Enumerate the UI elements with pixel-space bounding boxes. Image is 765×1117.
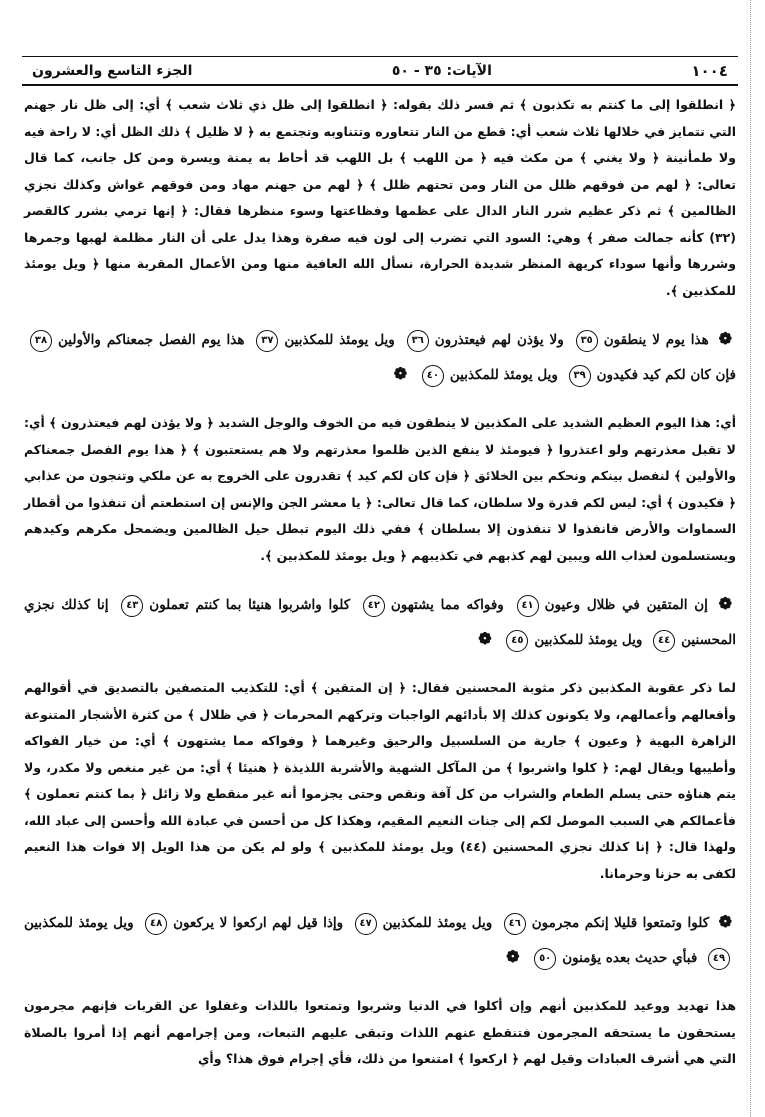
verse-text: هذا يوم الفصل جمعناكم والأولين bbox=[58, 332, 245, 348]
verse-text: وإذا قيل لهم اركعوا لا يركعون bbox=[173, 915, 344, 931]
verse-block-1 bbox=[24, 322, 736, 392]
ornament-icon: ❁ bbox=[506, 947, 520, 966]
page-edge bbox=[750, 0, 765, 1117]
verse-number: ٤٢ bbox=[363, 595, 385, 617]
verse-block-2 bbox=[24, 587, 736, 657]
verse-number: ٤٣ bbox=[121, 595, 143, 617]
verse-number: ٤٨ bbox=[145, 913, 167, 935]
part-title: الجزء التاسع والعشرون bbox=[32, 62, 193, 79]
verse-number: ٣٧ bbox=[256, 330, 278, 352]
verse-number: ٣٩ bbox=[569, 365, 591, 387]
verse-text: ويل يومئذ للمكذبين bbox=[284, 332, 395, 348]
verse-text: كلوا واشربوا هنيئا بما كنتم تعملون bbox=[149, 597, 351, 613]
verse-number: ٣٦ bbox=[407, 330, 429, 352]
verse-text: ويل يومئذ للمكذبين bbox=[382, 915, 493, 931]
verse-text: ويل يومئذ للمكذبين bbox=[449, 367, 558, 383]
commentary-paragraph-3: لما ذكر عقوبة المكذبين ذكر مثوبة المحسنين فقال: ﴿ إن المتقين ﴾ أي: للتكذيب المتصفين بالتصديق في أقوالهم وأفعالهم وأعمالهم، ولا يكونون كذلك إلا بأدائهم الواجبات وتركهم المحرمات ﴿ في ظلال ﴾ من كثرة الأشجار المتنوعة الزاهرة البهية ﴿ وعيون ﴾ جارية من السلسبيل والرحيق وغيرهما ﴿ وفواكه مما يشتهون ﴾ أي: من خيار الفواكه وأطيبها ويقال لهم: ﴿ كلوا واشربوا ﴾ من المآكل الشهية والأشربة اللذيذة ﴿ هنيئا ﴾ أي: من غير منغص ولا مكدر، ولا يتم هناؤه حتى يسلم الطعام والشراب من كل آفة ونقص وحتى يجزموا أنه غير منقطع ولا زائل ﴿ بما كنتم تعملون ﴾ فأعمالكم هي السبب الموصل لكم إلى جنات النعيم المقيم، وهكذا كل من أحسن في عبادة الله وأحسن إلى عباد الله، ولهذا قال: ﴿ إنا كذلك نجزي المحسنين (٤٤) ويل يومئذ للمكذبين ﴾ ولو لم يكن من هذا الويل إلا فوات هذا النعيم لكفى به حزنا وحرمانا. bbox=[24, 680, 736, 881]
verse-text: فإن كان لكم كيد فكيدون bbox=[596, 367, 736, 383]
verse-number: ٤١ bbox=[517, 595, 539, 617]
commentary-paragraph-1: ﴿ انطلقوا إلى ما كنتم به تكذبون ﴾ ثم فسر ذلك بقوله: ﴿ انطلقوا إلى ظل ذي ثلاث شعب ﴾ أي: إلى ظل نار جهنم التي تتمايز في خلالها ثلاث شعب أي: قطع من النار تتعاوره وتتناوبه وتجتمع به ﴿ لا ظليل ﴾ ذلك الظل أي: لا راحة فيه ولا طمأنينة ﴿ ولا يغني ﴾ من مكث فيه ﴿ من اللهب ﴾ بل اللهب قد أحاط به يمنة ويسرة ومن كل جانب، كما قال تعالى: ﴿ لهم من فوقهم ظلل من النار ومن تحتهم ظلل ﴾ ﴿ لهم من جهنم مهاد ومن فوقهم غواش وكذلك نجزي الظالمين ﴾ ثم ذكر عظيم شرر النار الدال على عظمها وفظاعتها وسوء منظرها فقال: ﴿ إنها ترمي بشرر كالقصر (٣٢) كأنه جمالت صفر ﴾ وهي: السود التي تضرب إلى لون فيه صفرة وهذا يدل على أن النار مظلمة لهبها وجمرها وشررها وأنها سوداء كريهة المنظر شديدة الحرارة، نسأل الله العافية منها ومن الأعمال المقربة منها ﴿ ويل يومئذ للمكذبين ﴾. bbox=[24, 97, 736, 298]
ornament-icon: ❁ bbox=[393, 364, 408, 383]
verse-text: إنا كذلك نجزي المحسنين bbox=[24, 597, 736, 648]
verse-number: ٤٦ bbox=[504, 913, 526, 935]
verse-block-3 bbox=[24, 905, 736, 975]
verse-text: كلوا وتمتعوا قليلا إنكم مجرمون bbox=[531, 915, 710, 931]
verse-text: إن المتقين في ظلال وعيون bbox=[544, 597, 708, 613]
verse-text: وفواكه مما يشتهون bbox=[390, 597, 504, 613]
verse-number: ٤٤ bbox=[653, 630, 675, 652]
verse-number: ٤٩ bbox=[708, 948, 730, 970]
commentary-paragraph-4: هذا تهديد ووعيد للمكذبين أنهم وإن أكلوا في الدنيا وشربوا وتمتعوا باللذات وغفلوا عن القربات فإنهم مجرمون يستحقون ما يستحقه المجرمون فتنقطع عنهم اللذات وتبقى عليهم التبعات، ومن إجرامهم أنهم إذا أمروا بالصلاة التي هي أشرف العبادات وقيل لهم ﴿ اركعوا ﴾ امتنعوا من ذلك، فأي إجرام فوق هذا؟ وأي bbox=[24, 998, 736, 1066]
verse-text: فبأي حديث بعده يؤمنون bbox=[562, 950, 698, 966]
commentary-paragraph-2: أي: هذا اليوم العظيم الشديد على المكذبين لا ينطقون فيه من الخوف والوجل الشديد ﴿ ولا يؤذن لهم فيعتذرون ﴾ أي: لا تقبل معذرتهم ولو اعتذروا ﴿ فيومئذ لا ينفع الذين ظلموا معذرتهم ولا هم يستعتبون ﴾ ﴿ هذا يوم الفصل جمعناكم والأولين ﴾ لنفصل بينكم ونحكم بين الخلائق ﴿ فإن كان لكم كيد ﴾ تقدرون على الخروج به عن ملكي وتنجون من عذابي ﴿ فكيدون ﴾ أي: ليس لكم قدرة ولا سلطان، كما قال تعالى: ﴿ يا معشر الجن والإنس إن استطعتم أن تنفذوا من أقطار السماوات والأرض فانفذوا لا تنفذون إلا بسلطان ﴾ ففي ذلك اليوم تبطل حيل الظالمين ويضمحل مكرهم وكيدهم ويستسلمون لعذاب الله ويبين لهم كذبهم في تكذيبهم ﴿ ويل يومئذ للمكذبين ﴾. bbox=[24, 415, 736, 563]
verse-number: ٤٥ bbox=[506, 630, 528, 652]
ornament-icon: ❁ bbox=[718, 912, 733, 931]
verse-number: ٤٧ bbox=[355, 913, 377, 935]
verse-number: ٣٥ bbox=[576, 330, 598, 352]
verse-text: ويل يومئذ للمكذبين bbox=[24, 915, 134, 931]
verse-text: ولا يؤذن لهم فيعتذرون bbox=[434, 332, 564, 348]
verse-number: ٥٠ bbox=[534, 948, 556, 970]
verse-range: الآيات: ٣٥ - ٥٠ bbox=[391, 62, 492, 79]
page-number: ١٠٠٤ bbox=[691, 61, 728, 80]
verse-text: ويل يومئذ للمكذبين bbox=[534, 632, 643, 648]
page-content bbox=[24, 92, 736, 1073]
ornament-icon: ❁ bbox=[478, 629, 492, 648]
verse-number: ٣٨ bbox=[30, 330, 52, 352]
ornament-icon: ❁ bbox=[718, 594, 733, 613]
verse-text: هذا يوم لا ينطقون bbox=[603, 332, 709, 348]
page-header bbox=[22, 56, 738, 86]
ornament-icon: ❁ bbox=[718, 329, 733, 348]
verse-number: ٤٠ bbox=[422, 365, 444, 387]
